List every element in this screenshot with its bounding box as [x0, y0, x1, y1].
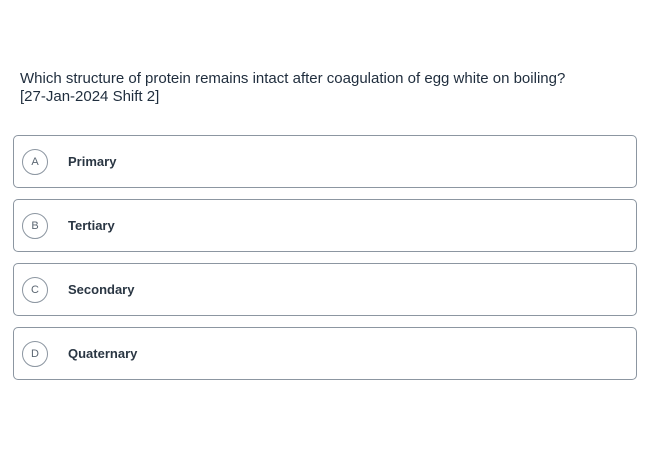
option-label: Quaternary [68, 346, 138, 361]
option-letter-badge: A [22, 149, 48, 175]
options-list [13, 135, 637, 391]
option-label: Tertiary [68, 218, 115, 233]
question-text-block [20, 70, 630, 106]
question-text: Which structure of protein remains intact after coagulation of egg white on boiling? [20, 70, 566, 87]
option-label: Primary [68, 154, 117, 169]
option-a[interactable] [13, 135, 637, 188]
option-d[interactable] [13, 327, 637, 380]
option-letter-badge: D [22, 341, 48, 367]
option-letter-badge: B [22, 213, 48, 239]
option-c[interactable] [13, 263, 637, 316]
option-label: Secondary [68, 282, 135, 297]
option-letter-badge: C [22, 277, 48, 303]
question-source: [27-Jan-2024 Shift 2] [20, 88, 160, 105]
option-b[interactable] [13, 199, 637, 252]
